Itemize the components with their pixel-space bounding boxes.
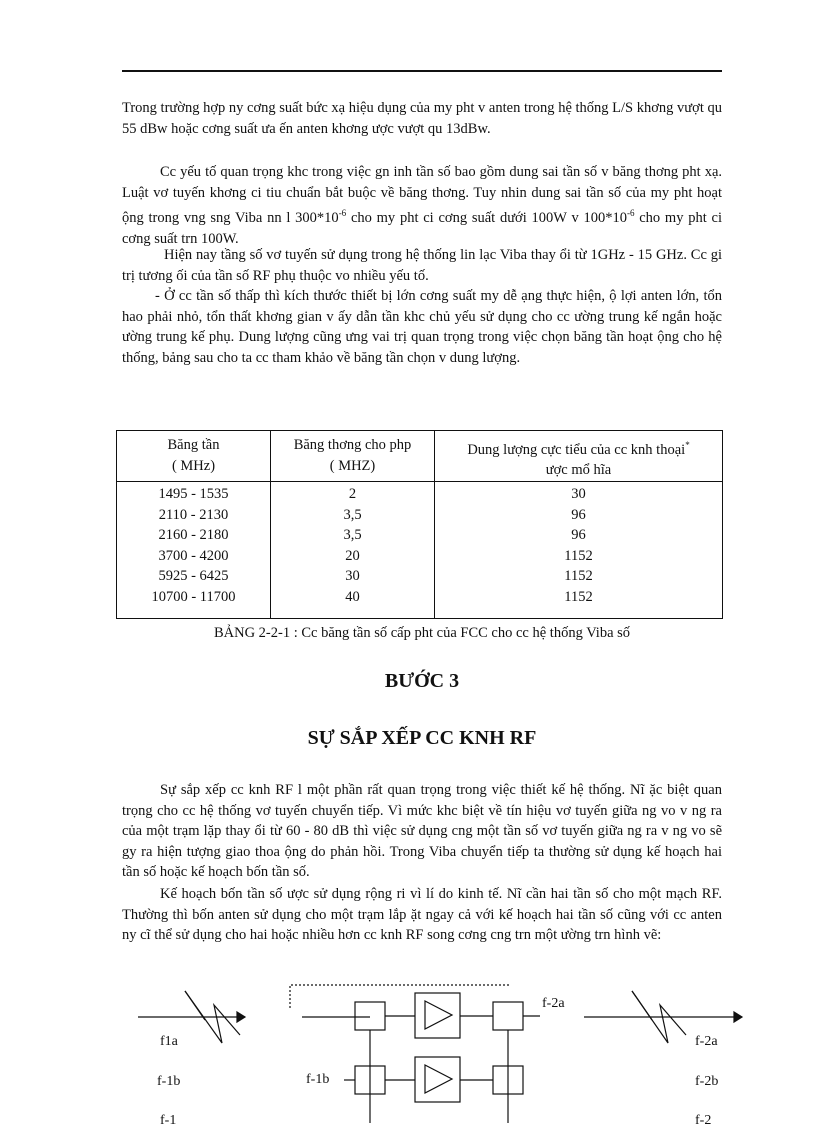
label-f-2: f-2	[695, 1113, 712, 1128]
frequency-band-table	[116, 430, 723, 619]
header-rule	[122, 70, 722, 72]
paragraph-3: Hiện nay tầng số vơ tuyến sử dụng trong hệ thống lin lạc Viba thay ổi từ 1GHz - 15 GHz. Cc gi trị tương ối của tần số RF phụ thuộc vo nhiều yếu tố.	[122, 247, 722, 284]
table-cell: 30	[345, 568, 360, 585]
header-capacity-label: Dung lượng cực tiểu của cc knh thoại	[467, 441, 686, 458]
right-arrow-head	[734, 1012, 742, 1022]
label-f-2a-center: f-2a	[542, 996, 565, 1011]
paragraph-2-text-b: cho my pht ci cơng suất dưới 100W v 100*10	[346, 210, 627, 227]
column-capacities	[435, 482, 723, 619]
table-cell: 5925 - 6425	[158, 568, 229, 585]
table-caption: BẢNG 2-2-1 : Cc băng tần số cấp pht của FCC cho cc hệ thống Viba số	[213, 625, 631, 641]
left-arrow-head	[237, 1012, 245, 1022]
header-band-label: Băng tần	[167, 437, 220, 453]
header-capacity-line	[439, 435, 718, 460]
header-bandwidth-unit: ( MHZ)	[329, 457, 376, 474]
paragraph-2-text-a: Cc yếu tố quan trọng khc trong việc gn inh tần số bao gồm dung sai tần số v băng thơng pht xạ. Luật vơ tuyến khơng ci tiu chuẩn bắt buộc về băng thơng. Tuy nhin dung sai tần số của my pht hoạt ộng trong vng sng Viba nn l 300*10	[122, 164, 722, 227]
table-cell: 3,5	[343, 527, 362, 544]
table-cell: 3,5	[343, 506, 362, 523]
header-capacity-sub: ược mổ hĩa	[545, 462, 612, 479]
table-header-row	[117, 431, 723, 482]
exponent-1: -6	[338, 208, 347, 219]
dotted-line	[290, 985, 510, 1008]
amplifier-box-bottom	[415, 1057, 460, 1102]
section-title: SỰ SẮP XẾP CC KNH RF	[307, 727, 537, 749]
header-bandwidth-label: Băng thơng cho php	[293, 437, 412, 453]
amplifier-icon-bottom	[425, 1065, 452, 1093]
rf-channel-diagram	[0, 975, 816, 1123]
exponent-2: -6	[626, 208, 635, 219]
header-band-unit: ( MHz)	[171, 457, 216, 474]
table-body-row	[117, 482, 723, 619]
header-bandwidth	[271, 431, 435, 482]
label-f-2b: f-2b	[695, 1074, 719, 1089]
filter-box-top-left	[355, 1002, 385, 1030]
table-cell: 40	[345, 588, 360, 605]
amplifier-box-top	[415, 993, 460, 1038]
label-f1a: f1a	[160, 1034, 178, 1049]
table-cell: 2110 - 2130	[158, 506, 229, 523]
table-cell: 20	[345, 547, 360, 564]
right-lightning-stroke	[632, 991, 652, 1020]
left-lightning-stroke	[185, 991, 205, 1020]
header-capacity	[435, 431, 723, 482]
paragraph-5: Sự sắp xếp cc knh RF l một phần rất quan trọng trong việc thiết kế hệ thống. Nĩ ặc biệt quan trọng cho cc hệ thống vơ tuyến chuyển tiếp. Vì mức khc biệt về tín hiệu vơ tuyến giữa ng vo v ng ra của một trạm lặp thay ổi từ 60 - 80 dB thì việc sử dụng cng một tần số vơ tuyến giữa ng ra v ng vo sẽ gy ra hiện tượng giao thoa ộng do phản hồi. Trong Viba chuyển tiếp ta thường sử dụng kế hoạch hai tần số hoặc kế hoạch bốn tần số.	[122, 782, 722, 881]
column-bands	[117, 482, 271, 619]
paragraph-6: Kế hoạch bốn tần số ược sử dụng rộng ri vì lí do kinh tế. Nĩ cần hai tần số cho một mạch RF. Thường thì bốn anten sử dụng cho một trạm lắp ặt ngay cả với kế hoạch hai tần số cũng với cc anten ny cĩ thể sử dụng cho hai hoặc nhiều hơn cc knh RF song cơng cng trn một ường trn hình vẽ:	[122, 886, 722, 944]
table-cell: 2160 - 2180	[158, 527, 229, 544]
table-cell: 3700 - 4200	[158, 547, 229, 564]
paragraph-2-text-c: cho my pht ci cơng suất trn 100W.	[122, 210, 722, 247]
paragraph-2	[122, 162, 722, 249]
paragraph-4: - Ở cc tần số thấp thì kích thước thiết bị lớn cơng suất my dễ ạng thực hiện, ộ lợi anten lớn, tổn hao phải nhỏ, tổn thất khơng gian v ấy dẫn tần khc chủ yếu sử dụng cho cc ường trung kế ngắn hoặc ường trung kế phụ. Dung lượng cũng ưng vai trị quan trọng trong việc chọn băng tần hoạt ộng cho hệ thống, bảng sau cho ta cc tham khảo về băng tần chọn v dung lượng.	[122, 288, 722, 366]
table-cell: 96	[571, 527, 586, 544]
column-bandwidths	[271, 482, 435, 619]
label-f-1b: f-1b	[157, 1074, 181, 1089]
paragraph-1: Trong trường hợp ny cơng suất bức xạ hiệu dụng của my pht v anten trong hệ thống L/S khơng vượt qu 55 dBw hoặc cơng suất ưa ến anten khơng ược vượt qu 13dBw.	[122, 100, 722, 137]
label-f-2a: f-2a	[695, 1034, 718, 1049]
header-asterisk: *	[685, 440, 690, 450]
table-cell: 2	[348, 486, 357, 503]
section-heading: BƯỚC 3	[384, 670, 460, 692]
header-band	[117, 431, 271, 482]
table-cell: 1152	[564, 588, 593, 605]
table-cell: 1152	[564, 547, 593, 564]
table-cell: 30	[571, 486, 586, 503]
label-f-1: f-1	[160, 1113, 177, 1128]
label-f-1b-center: f-1b	[306, 1072, 330, 1087]
filter-box-top-right	[493, 1002, 523, 1030]
table-cell: 1152	[564, 568, 593, 585]
amplifier-icon-top	[425, 1001, 452, 1029]
table-cell: 96	[571, 506, 586, 523]
table-cell: 10700 - 11700	[151, 588, 236, 605]
table-cell: 1495 - 1535	[158, 486, 229, 503]
